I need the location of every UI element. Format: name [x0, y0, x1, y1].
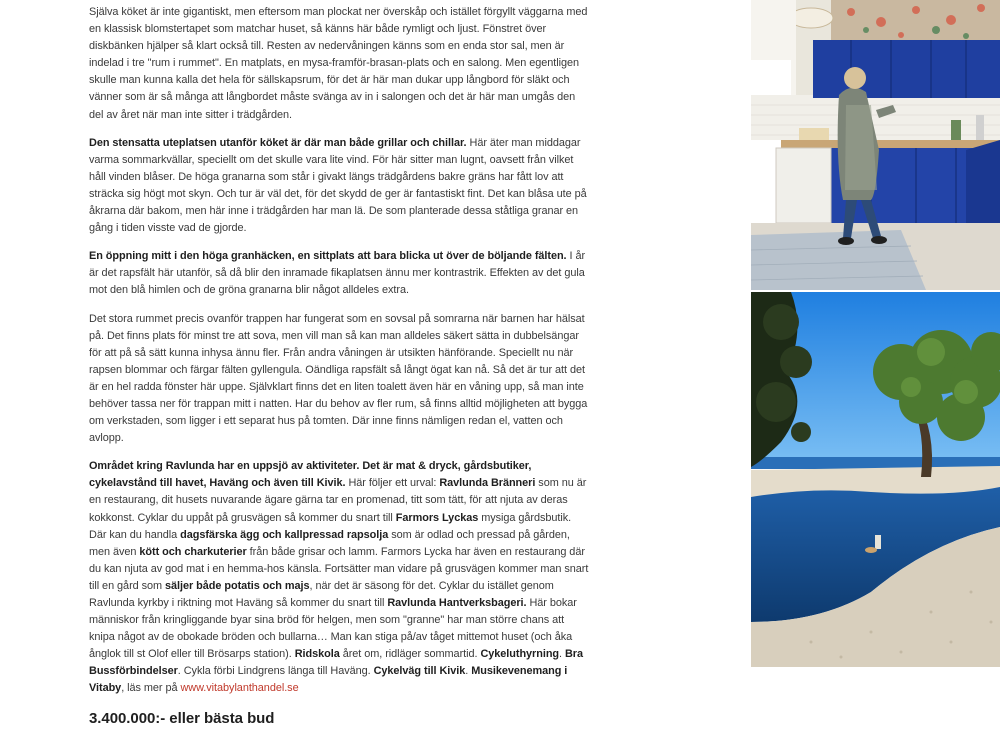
- paragraph-upstairs: Det stora rummet precis ovanför trappen har fungerat som en sovsal på somrarna när barnen har hälsat på. Det finns plats för minst tre att sova, men vill man så kan man alldeles säkert sätta in dubbelsängar för att på så sätt kunna inhysa ännu fler. Från andra våningen är utsikten hänförande. Speciellt nu när rapsen blommar och färgar fälten gyllengula. Oändliga rapsfält så långt ögat kan nå. Så det är tur att det är en hel radda fönster här uppe. Självklart finns det en liten toalett även här en våning upp, så man inte behöver tassa ner för trappan mitt i natten. Har du behov av fler rum, så finns alltid möjligheten att bygga om verkstaden, som ligger i ett separat hus på tomten. Där inne finns nämligen redan el, vatten och avlopp.: [89, 312, 588, 445]
- article-text: [89, 4, 589, 729]
- kitchen-photo: [751, 0, 1000, 290]
- paragraph-kitchen: Själva köket är inte gigantiskt, men eftersom man plockat ner överskåp och istället förgyllt väggarna med en klassisk blomstertapet som matchar huset, så känns här både rymligt och ljust. Fönstret över diskbänken hjälper så klart också till. Resten av nedervåningen känns som en enda stor sal, men är indelad i tre "rum i rummet". En matplats, en mysa-framför-brasan-plats och en salong. Men egentligen skulle man kunna kalla det hela för sällskapsrum, för det är här man dukar upp långbord för släkt och vänner som är så många att långbordet måste svänga av in i salongen och det är här man umgås den del av året när man inte sitter i trädgården.: [89, 6, 588, 121]
- beach-photo: [751, 292, 1000, 667]
- lead-patio: Den stensatta uteplatsen utanför köket är där man både grillar och chillar.: [89, 136, 467, 149]
- paragraph-patio: Den stensatta uteplatsen utanför köket är där man både grillar och chillar. Här äter man middagar varma sommarkvällar, speciellt om det skulle vara lite vind. För här sitter man lugnt, oavsett från vilket håll vinden blåser. De höga granarna som står i givakt längs trädgårdens bakre gräns har fått lov att sträcka sig högt mot skyn. Och tur är väl det, för det skydd de ger är fantastiskt fint. Det kan blåsa ute på åkrarna där bakom, men här inne i trädgården har man lä. De som planterade dessa ståtliga granar en gång i tiden visste vad de gjorde.: [89, 136, 587, 235]
- paragraph-area: Området kring Ravlunda har en uppsjö av aktiviteter. Det är mat & dryck, gårdsbutiker, cykelavstånd till havet, Haväng och även till Kivik. Här följer ett urval: Ravlunda Bränneri som nu är en restaurang, dit husets nuvarande ägare gärna tar en promenad, titt som tätt, för att njuta av deras kokkonst. Cyklar du uppåt på grusvägen så kommer du snart till Farmors Lyckas mysiga gårdsbutik. Där kan du handla dagsfärska ägg och kallpressad rapsolja som är odlad och pressad på gården, men även kött och charkuterier från både grisar och lamm. Farmors Lycka har även en restaurang där du kan njuta av god mat i en hemma-hos känsla. Fortsätter man vidare på grusvägen kommer man snart till en gård som säljer både potatis och majs, när det är säsong för det. Cyklar du istället genom Ravlunda kyrkby i riktning mot Haväng så kommer du snart till Ravlunda Hantverksbageri. Här bokar människor från kringliggande byar sina bröd för helgen, men som "granne" har man större chans att knipa något av de obokade bröden och bullarna… Man kan stiga på/av tåget mittemot huset (och åka ånglok till st Olof eller till Brösarps station). Ridskola året om, ridläger sommartid. Cykeluthyrning. Bra Bussförbindelser. Cykla förbi Lindgrens länga till Haväng. Cykelväg till Kivik. Musikevenemang i Vitaby, läs mer på www.vitabylanthandel.se: [89, 460, 589, 695]
- price-heading: 3.400.000:- eller bästa bud: [89, 709, 275, 727]
- paragraph-hedge-opening: En öppning mitt i den höga granhäcken, en sittplats att bara blicka ut över de böljande fälten. I år är det rapsfält här utanför, så då blir den inramade fikaplatsen ännu mer kontrastrik. Effekten av det gula mot den blå himlen och de gröna granarna blir något alldeles extra.: [89, 250, 586, 297]
- vitaby-link[interactable]: www.vitabylanthandel.se: [180, 682, 299, 695]
- lead-hedge: En öppning mitt i den höga granhäcken, en sittplats att bara blicka ut över de böljande fälten.: [89, 250, 567, 263]
